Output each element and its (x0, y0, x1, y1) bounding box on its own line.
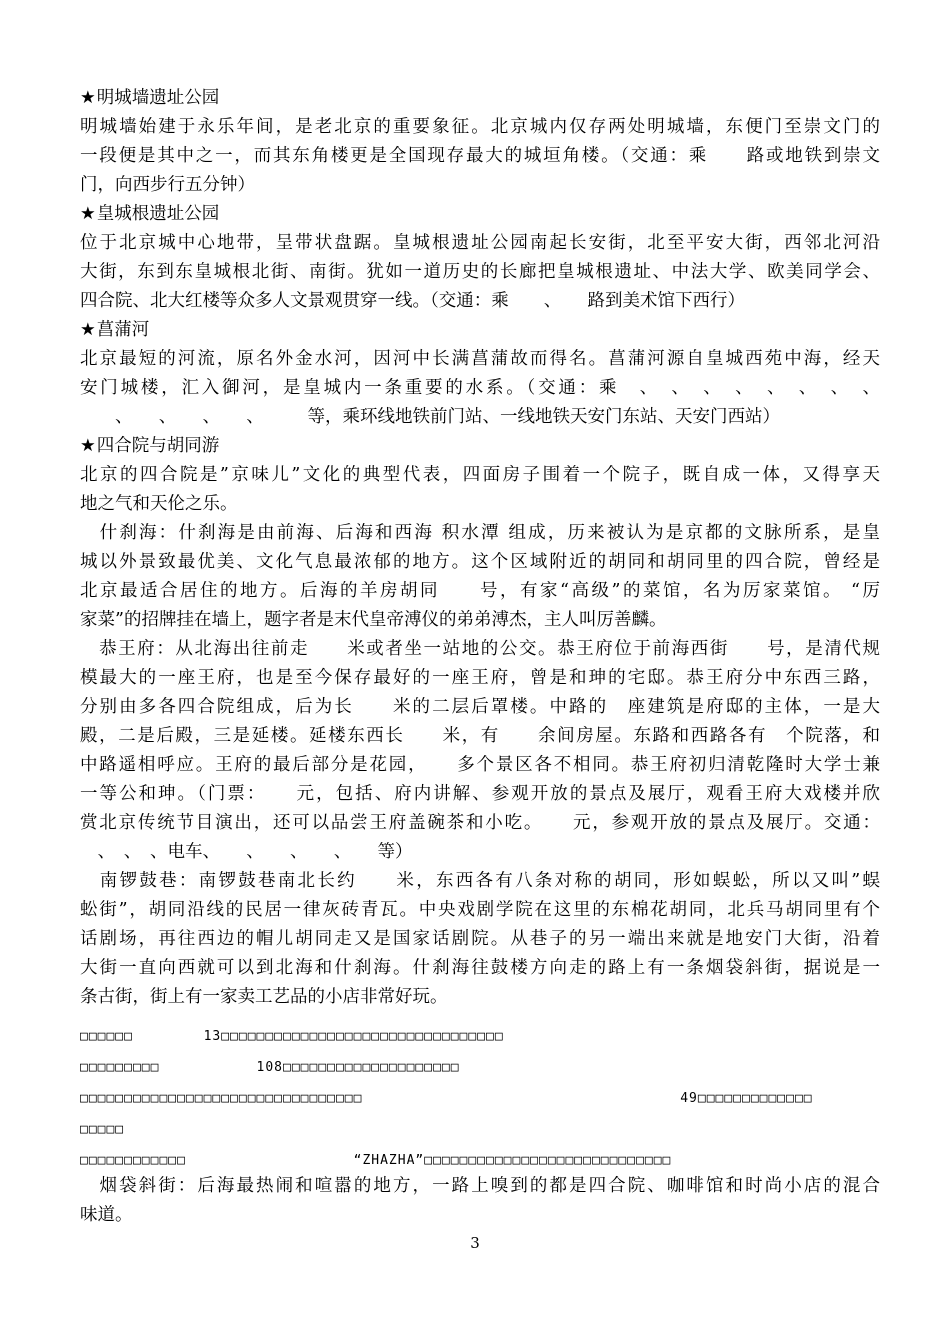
garbled-line: □□□□□□□□□□□□ “ZHAZHA”□□□□□□□□□□□□□□□□□□□□□□□□□□□□ (80, 1153, 672, 1168)
paragraph-line: 北京最短的河流，原名外金水河，因河中长满菖蒲故而得名。菖蒲河源自皇城西苑中海，经天 (80, 349, 880, 369)
section-heading-imperial-wall: ★皇城根遗址公园 (80, 204, 220, 224)
paragraph-line: 家菜”的招牌挂在墙上，题字者是末代皇帝溥仪的弟弟溥杰，主人叫厉善麟。 (80, 610, 667, 630)
page-number: 3 (470, 1234, 480, 1252)
paragraph-line: 四合院、北大红楼等众多人文景观贯穿一线。（交通：乘 、 路到美术馆下西行） (80, 291, 745, 311)
paragraph-line: 话剧场，再往西边的帽儿胡同走又是国家话剧院。从巷子的另一端出来就是地安门大街，沿着 (80, 929, 880, 949)
paragraph-line: 位于北京城中心地带，呈带状盘踞。皇城根遗址公园南起长安街，北至平安大街，西邻北河沿 (80, 233, 880, 253)
paragraph-line: 北京的四合院是”京味儿”文化的典型代表，四面房子围着一个院子，既自成一体，又得享天 (80, 465, 880, 485)
paragraph-line: 赏北京传统节目演出，还可以品尝王府盖碗茶和小吃。 元，参观开放的景点及展厅。交通： (80, 813, 880, 833)
paragraph-line: 大街，东到东皇城根北街、南街。犹如一道历史的长廊把皇城根遗址、中法大学、欧美同学会、 (80, 262, 880, 282)
star-icon: ★ (80, 320, 96, 340)
paragraph-line: 安门城楼，汇入御河，是皇城内一条重要的水系。（交通：乘 、 、 、 、 、 、 、 、 (80, 378, 880, 398)
section-heading-changpu-river: ★菖蒲河 (80, 320, 150, 340)
paragraph-line: 味道。 (80, 1205, 133, 1225)
paragraph-line: 、 、 、电车、 、 、 、 等） (80, 842, 413, 862)
paragraph-line: 分别由多各四合院组成，后为长 米的二层后罩楼。中路的 座建筑是府邸的主体，一是大 (80, 697, 880, 717)
paragraph-line: 烟袋斜街：后海最热闹和喧嚣的地方，一路上嗅到的都是四合院、咖啡馆和时尚小店的混合 (80, 1176, 880, 1196)
garbled-line: □□□□□ (80, 1122, 125, 1137)
paragraph-line: 大街一直向西就可以到北海和什刹海。什刹海往鼓楼方向走的路上有一条烟袋斜街，据说是一 (80, 958, 880, 978)
paragraph-line: 城以外景致最优美、文化气息最浓郁的地方。这个区域附近的胡同和胡同里的四合院，曾经是 (80, 552, 880, 572)
paragraph-line: 明城墙始建于永乐年间，是老北京的重要象征。北京城内仅存两处明城墙，东便门至崇文门的 (80, 117, 880, 137)
star-icon: ★ (80, 88, 96, 108)
garbled-line: □□□□□□ 13□□□□□□□□□□□□□□□□□□□□□□□□□□□□□□□□ (80, 1029, 504, 1044)
paragraph-line: 模最大的一座王府，也是至今保存最好的一座王府，曾是和珅的宅邸。恭王府分中东西三路， (80, 668, 880, 688)
paragraph-line: 南锣鼓巷：南锣鼓巷南北长约 米，东西各有八条对称的胡同，形如蜈蚣，所以又叫”蜈 (80, 871, 880, 891)
paragraph-line: 恭王府：从北海出往前走 米或者坐一站地的公交。恭王府位于前海西街 号，是清代规 (80, 639, 880, 659)
star-icon: ★ (80, 204, 96, 224)
paragraph-line: 门，向西步行五分钟） (80, 175, 255, 195)
paragraph-line: 殿，二是后殿，三是延楼。延楼东西长 米，有 余间房屋。东路和西路各有 个院落，和 (80, 726, 880, 746)
paragraph-line: 一等公和珅。（门票： 元，包括、府内讲解、参观开放的景点及展厅，观看王府大戏楼并欣 (80, 784, 880, 804)
paragraph-line: 、 、 、 、 等，乘环线地铁前门站、一线地铁天安门东站、天安门西站） (80, 407, 780, 427)
paragraph-line: 蚣街”，胡同沿线的民居一律灰砖青瓦。中央戏剧学院在这里的东棉花胡同，北兵马胡同里有个 (80, 900, 880, 920)
paragraph-line: 中路遥相呼应。王府的最后部分是花园， 多个景区各不相同。恭王府初归清乾隆时大学士兼 (80, 755, 880, 775)
garbled-line: □□□□□□□□□ 108□□□□□□□□□□□□□□□□□□□□ (80, 1060, 460, 1075)
section-heading-siheyuan-hutong: ★四合院与胡同游 (80, 436, 220, 456)
garbled-line: □□□□□□□□□□□□□□□□□□□□□□□□□□□□□□□□ 49□□□□□□□□□□□□□ (80, 1091, 813, 1106)
section-heading-ming-city-wall: ★明城墙遗址公园 (80, 88, 220, 108)
paragraph-line: 北京最适合居住的地方。后海的羊房胡同 号，有家“高级”的菜馆，名为厉家菜馆。 “厉 (80, 581, 880, 601)
star-icon: ★ (80, 436, 96, 456)
paragraph-line: 地之气和天伦之乐。 (80, 494, 238, 514)
paragraph-line: 条古街，街上有一家卖工艺品的小店非常好玩。 (80, 987, 448, 1007)
paragraph-line: 什刹海：什刹海是由前海、后海和西海 积水潭 组成，历来被认为是京都的文脉所系，是皇 (80, 523, 880, 543)
paragraph-line: 一段便是其中之一，而其东角楼更是全国现存最大的城垣角楼。（交通：乘 路或地铁到崇文 (80, 146, 880, 166)
